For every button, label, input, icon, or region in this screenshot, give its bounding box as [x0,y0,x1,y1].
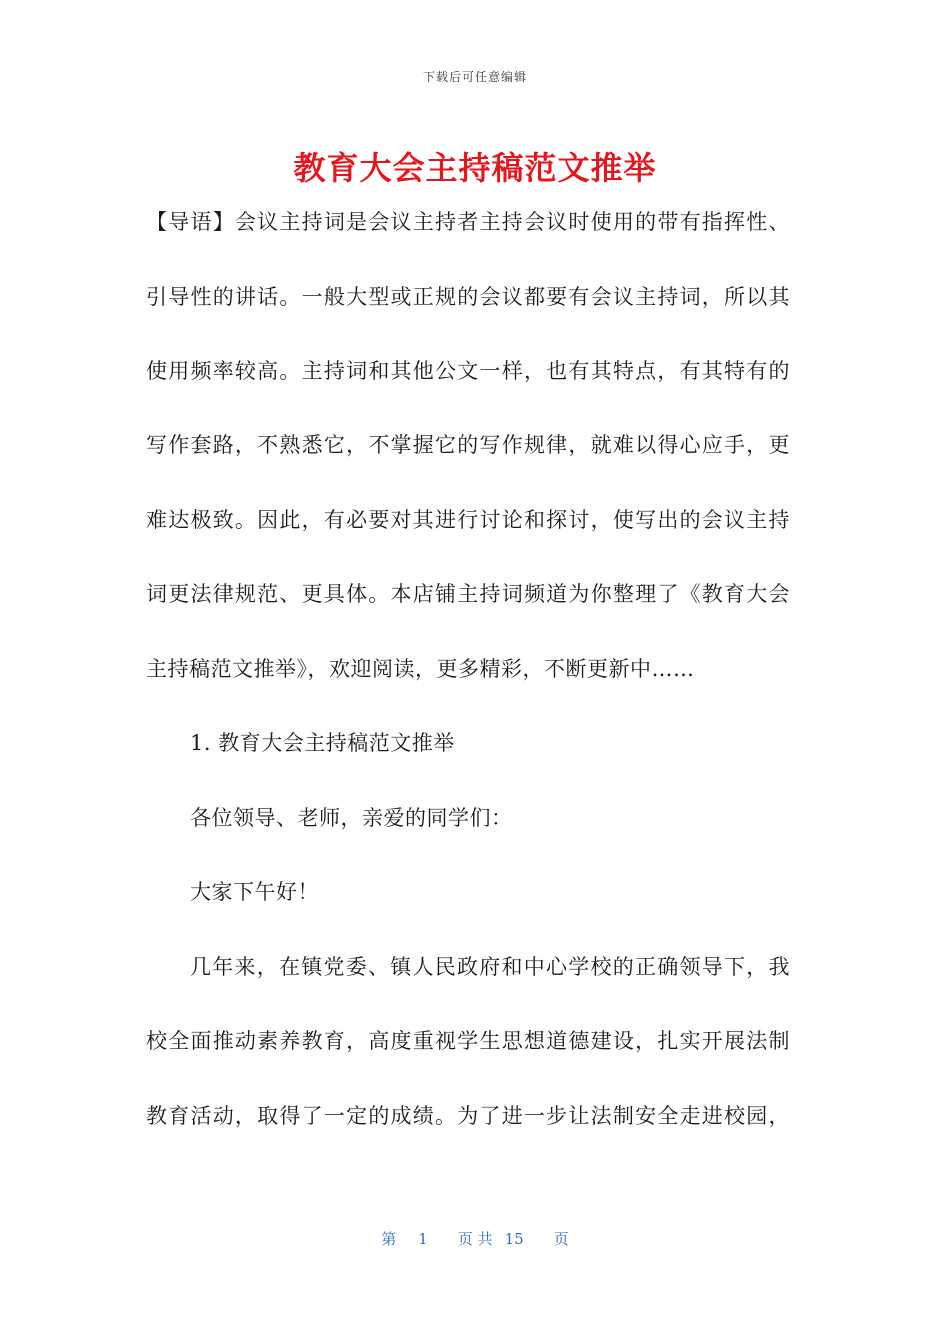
salutation: 各位领导、老师，亲爱的同学们： [190,806,513,830]
body-line-3: 使用频率较高。主持词和其他公文一样，也有其特点，有其特有的 [146,359,790,383]
body-line-2: 引导性的讲话。一般大型或正规的会议都要有会议主持词，所以其 [146,285,790,309]
footer-suffix: 页 [553,1230,569,1248]
body-line-11: 几年来，在镇党委、镇人民政府和中心学校的正确领导下，我 [190,955,790,979]
current-page-number: 1 [418,1230,428,1248]
body-line-1: 【导语】会议主持词是会议主持者主持会议时使用的带有指挥性、 [146,210,790,234]
footer-mid: 页 共 [457,1230,493,1248]
page-footer [0,1228,950,1249]
footer-prefix: 第 [381,1230,397,1248]
body-line-7: 主持稿范文推举》，欢迎阅读，更多精彩，不断更新中…… [146,657,695,681]
section-heading: 1. 教育大会主持稿范文推举 [190,731,455,755]
body-line-13: 教育活动，取得了一定的成绩。为了进一步让法制安全走进校园， [146,1104,790,1128]
total-pages: 15 [504,1230,524,1248]
document-title: 教育大会主持稿范文推举 [293,149,657,187]
header-note: 下载后可任意编辑 [422,70,527,84]
body-line-6: 词更法律规范、更具体。本店铺主持词频道为你整理了《教育大会 [146,582,790,606]
body-line-12: 校全面推动素养教育，高度重视学生思想道德建设，扎实开展法制 [146,1029,790,1053]
body-line-4: 写作套路，不熟悉它，不掌握它的写作规律，就难以得心应手，更 [146,433,790,457]
greeting: 大家下午好！ [190,880,319,904]
body-line-5: 难达极致。因此，有必要对其进行讨论和探讨，使写出的会议主持 [146,508,790,532]
